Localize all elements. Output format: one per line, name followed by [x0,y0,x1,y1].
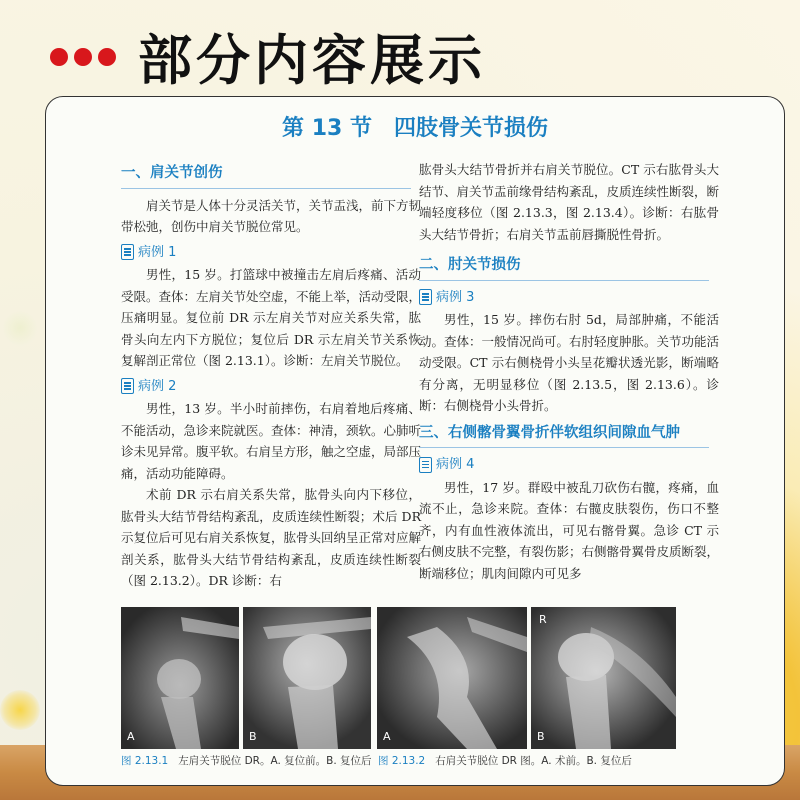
case-3-label: 病例 3 [436,289,475,305]
xray-figures [121,607,741,749]
clipboard-icon [121,378,134,394]
intro-paragraph: 肩关节是人体十分灵活关节，关节盂浅，前下方韧带松弛，创伤中肩关节脱位常见。 [121,197,422,234]
content-card [45,96,785,786]
heading-iliac: 三、右侧髂骨翼骨折伴软组织间隙血气肿 [419,423,709,449]
banner [0,0,800,95]
dot-icon [98,48,116,66]
xray-image [121,607,239,749]
heading-elbow: 二、肘关节损伤 [419,255,709,281]
label-a: A [383,730,391,743]
xray-2-13-2-a [377,607,527,749]
case-3-text: 男性，15 岁。摔伤右肘 5d，局部肿痛，不能活动。查体：一般情况尚可。右肘轻度肿胀。关节功能活动受限。CT 示右侧桡骨小头呈花瓣状透光影，断端略有分离，无明显移位（图 2.13.5，图 2.13.6）。诊断：右侧桡骨小头骨折。 [419,312,720,413]
case-4-label: 病例 4 [436,457,475,472]
dot-icon [74,48,92,66]
banner-title: 部分内容展示 [138,29,486,92]
case-2-header [121,376,421,398]
xray-image [377,607,527,749]
xray-2-13-2-b [531,607,676,749]
case-2-text-continued: 术前 DR 示右肩关系失常，肱骨头向内下移位，肱骨头大结节骨结构紊乱，皮质连续性断裂；术后 DR 示复位后可见右肩关系恢复，肱骨头回纳呈正常对应解剖关系，肱骨头大结节骨结构紊乱，皮质连续性断裂（图 2.13.2）。DR 诊断：右 [121,487,422,588]
caption-text: 右肩关节脱位 DR 图。A. 术前。B. 复位后 [435,755,632,767]
flower-decoration [2,310,38,346]
case-4-header [419,454,719,476]
case-1-header [121,242,421,264]
case-1-text: 男性，15 岁。打篮球中被撞击左肩后疼痛、活动受限。查体：左肩关节处空虚，不能上举，活动受限，压痛明显。复位前 DR 示左肩关节对应关系失常，肱骨头向左内下方脱位；复位后 DR 示左肩关节关系恢复解剖正常位（图 2.13.1）。诊断：左肩关节脱位。 [121,267,422,368]
right-column [419,159,719,584]
xray-image [531,607,676,749]
caption-2-13-1 [121,753,372,768]
banner-dots [50,48,116,66]
caption-text: 左肩关节脱位 DR。A. 复位前。B. 复位后 [178,755,372,767]
xray-2-13-1-b [243,607,371,749]
heading-shoulder: 一、肩关节创伤 [121,163,411,189]
section-title: 第 13 节 四肢骨关节损伤 [282,116,548,141]
caption-2-13-2 [378,753,632,768]
clipboard-icon [121,244,134,260]
label-b: B [537,730,545,743]
label-b: B [249,730,257,743]
caption-number: 图 2.13.2 [378,755,426,767]
caption-number: 图 2.13.1 [121,755,169,767]
dot-icon [50,48,68,66]
case-4-text: 男性，17 岁。群殴中被乱刀砍伤右髋，疼痛，血流不止，急诊来院。查体：右髋皮肤裂伤，伤口不整齐，内有血性液体流出，可见右髂骨翼。急诊 CT 示右侧皮肤不完整，有裂伤影；右侧髂骨翼骨皮质断裂，断端移位；肌肉间隙内可见多 [419,479,720,581]
continued-paragraph: 肱骨头大结节骨折并右肩关节脱位。CT 示右肱骨头大结节、肩关节盂前缘骨结构紊乱，皮质连续性断裂，断端轻度移位（图 2.13.3，图 2.13.4）。诊断：右肱骨头大结节骨折；右肩关节盂前唇撕脱性骨折。 [419,162,720,242]
case-2-text: 男性，13 岁。半小时前摔伤，右肩着地后疼痛、不能活动，急诊来院就医。查体：神清，颈软。心肺听诊未见异常。腹平软。右肩呈方形，触之空虚，局部压痛，活动功能障碍。 [121,401,422,481]
flower-decoration [0,690,40,730]
case-1-label: 病例 1 [138,244,177,260]
xray-image [243,607,371,749]
label-r: R [539,613,547,626]
label-a: A [127,730,135,743]
case-2-label: 病例 2 [138,378,177,394]
left-column [121,159,421,592]
clipboard-icon [419,289,432,305]
clipboard-icon [419,457,432,473]
case-3-header [419,287,719,309]
xray-2-13-1-a [121,607,239,749]
